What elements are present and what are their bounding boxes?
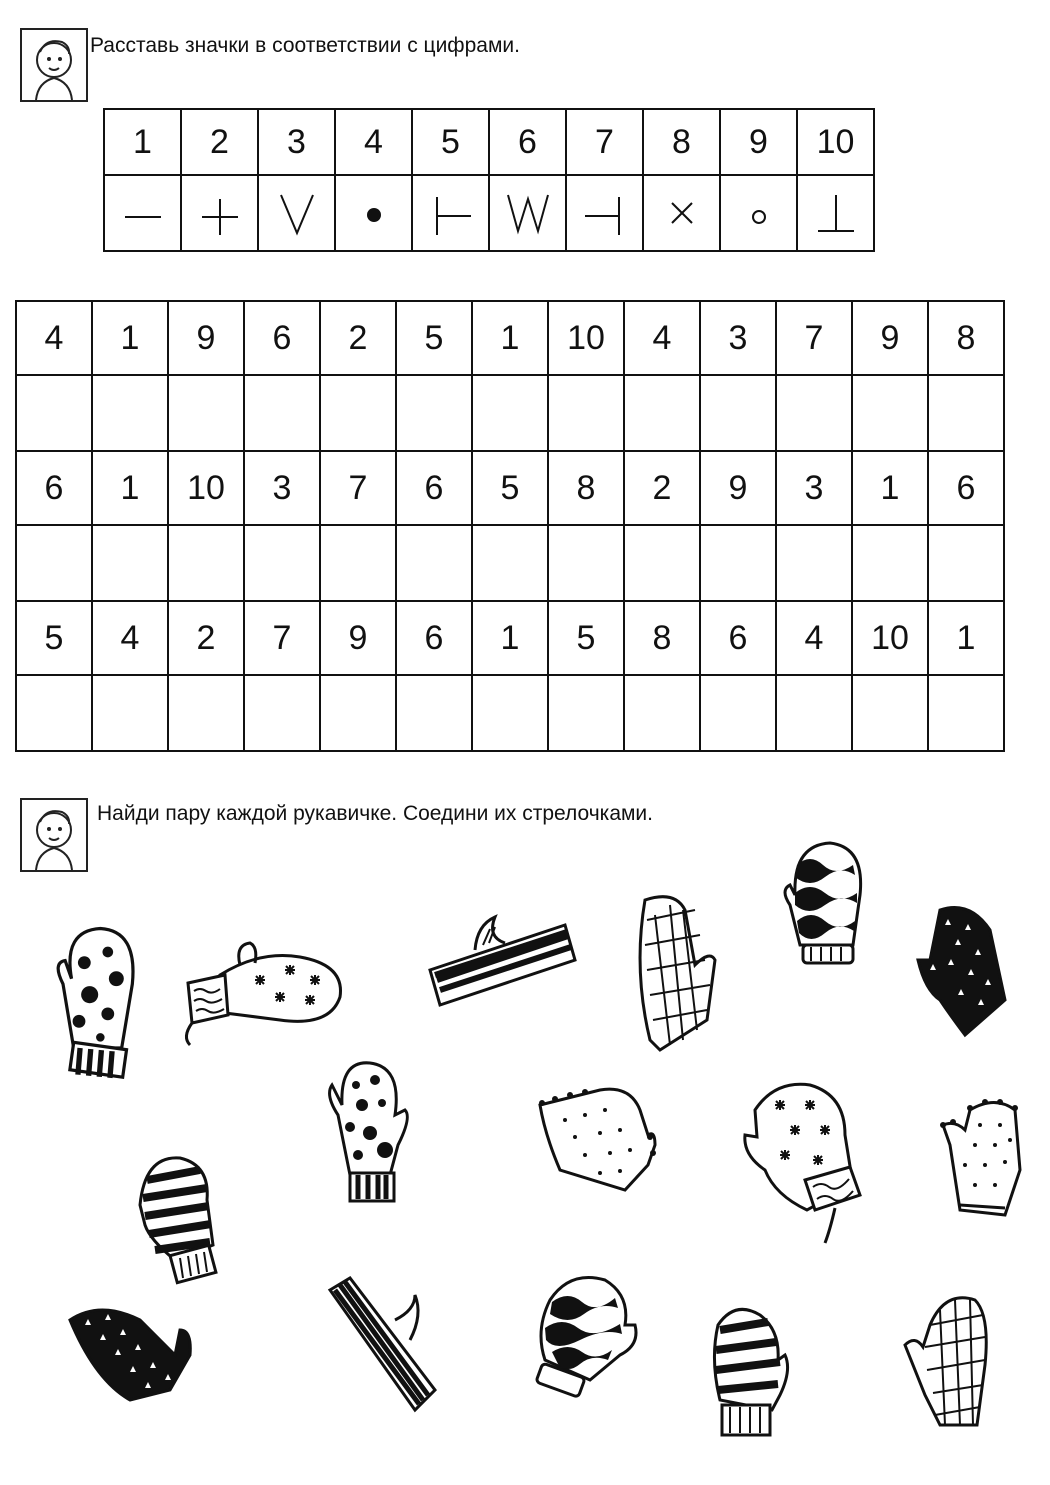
number-row [16, 451, 1004, 525]
number-cell: 1 [472, 601, 548, 675]
key-number: 2 [181, 109, 258, 175]
number-cell: 6 [396, 451, 472, 525]
answer-cell[interactable] [16, 525, 92, 601]
answer-cell[interactable] [320, 375, 396, 451]
key-number: 4 [335, 109, 412, 175]
striped-cuff-mitten-icon[interactable] [700, 1300, 795, 1450]
answer-cell[interactable] [92, 525, 168, 601]
key-number: 10 [797, 109, 874, 175]
answer-cell[interactable] [472, 375, 548, 451]
bobble-mitten-icon[interactable] [530, 1075, 660, 1200]
answer-cell[interactable] [776, 675, 852, 751]
number-cell: 5 [16, 601, 92, 675]
answer-cell[interactable] [396, 675, 472, 751]
number-cell: 10 [168, 451, 244, 525]
number-cell: 5 [548, 601, 624, 675]
number-cell: 8 [928, 301, 1004, 375]
answer-cell[interactable] [624, 675, 700, 751]
number-cell: 1 [472, 301, 548, 375]
number-cell: 10 [548, 301, 624, 375]
number-cell: 2 [320, 301, 396, 375]
triangle-mitten-icon[interactable] [60, 1300, 195, 1410]
answer-cell[interactable] [624, 525, 700, 601]
number-row [16, 601, 1004, 675]
triangle-mitten-icon[interactable] [910, 900, 1015, 1040]
answer-cell[interactable] [852, 375, 928, 451]
key-number: 5 [412, 109, 489, 175]
number-cell: 9 [700, 451, 776, 525]
answer-cell[interactable] [928, 375, 1004, 451]
number-cell: 10 [852, 601, 928, 675]
number-cell: 6 [928, 451, 1004, 525]
answer-cell[interactable] [548, 375, 624, 451]
number-cell: 6 [244, 301, 320, 375]
answer-cell[interactable] [852, 525, 928, 601]
answer-cell[interactable] [548, 675, 624, 751]
striped-mitten-icon[interactable] [315, 1270, 445, 1420]
wave-mitten-icon[interactable] [775, 835, 875, 970]
number-cell: 7 [244, 601, 320, 675]
number-cell: 9 [168, 301, 244, 375]
number-cell: 7 [320, 451, 396, 525]
cross-icon [643, 175, 720, 251]
answer-cell[interactable] [928, 675, 1004, 751]
number-cell: 3 [700, 301, 776, 375]
number-cell: 3 [776, 451, 852, 525]
key-numbers-row [104, 109, 874, 175]
polka-dot-mitten-icon[interactable] [320, 1050, 415, 1210]
number-cell: 8 [548, 451, 624, 525]
task1-instruction: Расставь значки в соответствии с цифрами. [90, 34, 520, 57]
key-number: 3 [258, 109, 335, 175]
number-cell: 9 [320, 601, 396, 675]
diamond-mitten-icon[interactable] [625, 890, 725, 1060]
number-row [16, 301, 1004, 375]
key-number: 8 [643, 109, 720, 175]
answer-cell[interactable] [928, 525, 1004, 601]
number-cell: 9 [852, 301, 928, 375]
answer-cell[interactable] [168, 675, 244, 751]
number-cell: 5 [396, 301, 472, 375]
answer-cell[interactable] [396, 375, 472, 451]
number-cell: 4 [624, 301, 700, 375]
puzzle-grid [15, 300, 1005, 752]
circle-icon [720, 175, 797, 251]
diamond-mitten-icon[interactable] [895, 1285, 1005, 1445]
striped-cuff-mitten-icon[interactable] [125, 1150, 235, 1290]
key-number: 1 [104, 109, 181, 175]
dot-icon [335, 175, 412, 251]
number-cell: 1 [928, 601, 1004, 675]
number-cell: 2 [168, 601, 244, 675]
answer-row [16, 675, 1004, 751]
number-cell: 4 [16, 301, 92, 375]
answer-cell[interactable] [472, 525, 548, 601]
number-cell: 3 [244, 451, 320, 525]
task2-instruction: Найди пару каждой рукавичке. Соедини их стрелочками. [97, 802, 653, 825]
v-icon [258, 175, 335, 251]
minus-icon [104, 175, 181, 251]
plus-icon [181, 175, 258, 251]
key-number: 6 [489, 109, 566, 175]
answer-cell[interactable] [92, 375, 168, 451]
number-cell: 1 [852, 451, 928, 525]
answer-cell[interactable] [16, 675, 92, 751]
answer-cell[interactable] [396, 525, 472, 601]
number-cell: 1 [92, 301, 168, 375]
answer-cell[interactable] [776, 375, 852, 451]
child-face-icon [20, 798, 88, 872]
number-cell: 6 [700, 601, 776, 675]
right-tee-icon [566, 175, 643, 251]
number-cell: 1 [92, 451, 168, 525]
answer-cell[interactable] [168, 375, 244, 451]
key-number: 7 [566, 109, 643, 175]
answer-cell[interactable] [700, 525, 776, 601]
bobble-mitten-icon[interactable] [935, 1090, 1030, 1225]
answer-cell[interactable] [244, 375, 320, 451]
answer-cell[interactable] [320, 675, 396, 751]
wave-mitten-icon[interactable] [530, 1270, 640, 1405]
answer-cell[interactable] [92, 675, 168, 751]
polka-dot-mitten-icon[interactable] [40, 920, 150, 1080]
answer-cell[interactable] [700, 375, 776, 451]
answer-cell[interactable] [244, 525, 320, 601]
answer-cell[interactable] [472, 675, 548, 751]
number-cell: 8 [624, 601, 700, 675]
number-cell: 5 [472, 451, 548, 525]
number-cell: 4 [92, 601, 168, 675]
answer-cell[interactable] [244, 675, 320, 751]
snowflake-mitten-icon[interactable] [180, 935, 355, 1055]
answer-cell[interactable] [700, 675, 776, 751]
number-cell: 6 [16, 451, 92, 525]
answer-cell[interactable] [776, 525, 852, 601]
w-icon [489, 175, 566, 251]
answer-row [16, 525, 1004, 601]
answer-row [16, 375, 1004, 451]
key-symbols-row [104, 175, 874, 251]
answer-cell[interactable] [168, 525, 244, 601]
child-face-icon [20, 28, 88, 102]
left-tee-icon [412, 175, 489, 251]
answer-cell[interactable] [624, 375, 700, 451]
answer-cell[interactable] [16, 375, 92, 451]
snowflake-mitten-icon[interactable] [735, 1075, 865, 1250]
answer-cell[interactable] [852, 675, 928, 751]
up-tack-icon [797, 175, 874, 251]
number-cell: 4 [776, 601, 852, 675]
key-number: 9 [720, 109, 797, 175]
number-cell: 6 [396, 601, 472, 675]
number-cell: 7 [776, 301, 852, 375]
symbol-key-table [103, 108, 875, 252]
number-cell: 2 [624, 451, 700, 525]
striped-mitten-icon[interactable] [415, 905, 585, 1015]
answer-cell[interactable] [548, 525, 624, 601]
answer-cell[interactable] [320, 525, 396, 601]
